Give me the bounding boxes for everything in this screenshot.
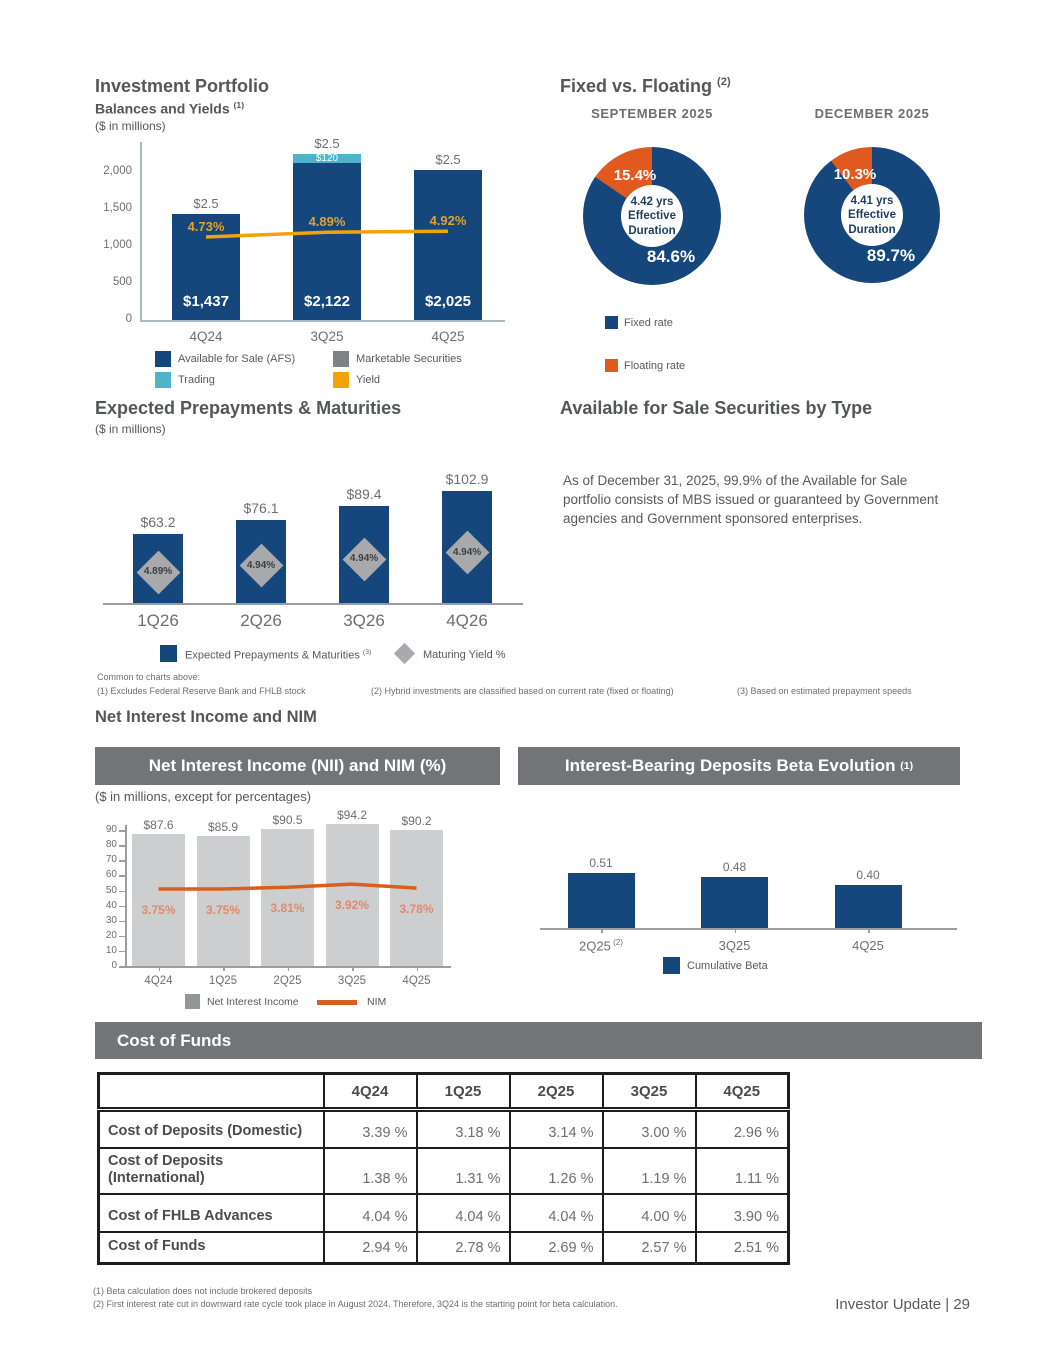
yield-value-label: 4.89% [308, 214, 346, 230]
trading-legend-swatch [155, 372, 171, 388]
beta-banner [518, 747, 960, 785]
maturing-yield-label: 4.94% [246, 559, 276, 571]
investment-portfolio-units: ($ in millions) [95, 119, 166, 133]
y-tick-label: 20 [105, 929, 117, 941]
y-tick-label: 60 [105, 869, 117, 881]
balances-legend [150, 345, 515, 390]
x-axis-line [103, 603, 523, 605]
nii-nim-banner [95, 747, 500, 785]
prepayments-legend-text: Expected Prepayments & Maturities [185, 649, 360, 662]
nim-value-label: 3.92% [334, 898, 370, 913]
table-cell: 1.38 % [324, 1148, 417, 1195]
yield-value-label: 4.73% [187, 219, 225, 234]
afs-by-type-title: Available for Sale Securities by Type [560, 398, 873, 418]
table-cell: 4.04 % [324, 1194, 417, 1232]
bar-value-label: $89.4 [346, 485, 382, 502]
page-label: Investor Update | 29 [835, 1296, 970, 1313]
table-row [99, 1148, 789, 1195]
donut-center-text: 4.41 yrs Effective Duration [848, 195, 896, 236]
table-cell: 4.04 % [417, 1194, 510, 1232]
y-tick-label: 0 [125, 313, 132, 325]
maturing-yield-label: 4.94% [349, 553, 379, 565]
maturing-yield-legend-label: Maturing Yield % [423, 649, 506, 661]
table-header-row [99, 1074, 789, 1110]
bar-total-label: $2.5 [314, 136, 340, 152]
beta-chart [520, 840, 960, 952]
x-tick-label: 4Q25 [431, 329, 465, 344]
x-tick-label: 4Q24 [189, 329, 223, 344]
yield-legend-swatch [333, 372, 349, 388]
y-tick-label: 80 [105, 839, 117, 851]
yield-value-label: 4.92% [429, 213, 467, 229]
nim-value-label: 3.75% [141, 903, 176, 917]
nii-legend-swatch [185, 994, 200, 1009]
row-label: Cost of Deposits (International) [99, 1148, 324, 1195]
x-tick-label: 3Q25 [337, 975, 367, 987]
table-cell: 4.00 % [603, 1194, 696, 1232]
donut-period-title: SEPTEMBER 2025 [591, 106, 713, 121]
bar [835, 885, 902, 928]
column-header [99, 1074, 324, 1110]
x-tick-label: 2Q25 $^{(2)}$ [579, 938, 623, 954]
nim-line-icon [317, 1000, 357, 1005]
cost-of-funds-banner [95, 1022, 982, 1059]
row-label: Cost of FHLB Advances [99, 1194, 324, 1232]
y-tick-label: 50 [105, 884, 117, 896]
cost-of-funds-table-head [99, 1074, 789, 1110]
maturing-yield-label: 4.94% [452, 546, 482, 558]
maturing-yield-label: 4.89% [143, 566, 173, 578]
footer-footnote-2: (2) First interest rate cut in downward rate cycle took place in August 2024. Therefore, 3Q24 is the starting point for beta calculation. [93, 1299, 618, 1309]
column-header: 4Q25 [696, 1074, 789, 1110]
table-cell: 3.90 % [696, 1194, 789, 1232]
beta-banner-sup: (1) [900, 760, 914, 772]
bar-value-label: $2,122 [304, 293, 350, 310]
y-tick-label: 30 [105, 914, 117, 926]
maturing-yield-diamond-icon [394, 643, 415, 664]
donut-center-text: 4.42 yrs Effective Duration [628, 196, 676, 237]
x-tick-label: 1Q26 [137, 611, 179, 630]
x-tick-label: 2Q26 [240, 611, 282, 630]
cost-of-funds-banner-text: Cost of Funds [117, 1030, 232, 1050]
x-axis-line [540, 928, 957, 930]
x-tick-label: 3Q26 [343, 611, 385, 630]
cost-of-funds-table-body [99, 1110, 789, 1264]
fixed-floating-title [560, 76, 731, 97]
row-label: Cost of Deposits (Domestic) [99, 1110, 324, 1148]
table-cell: 1.19 % [603, 1148, 696, 1195]
fixed-pct-label: 89.7% [866, 246, 916, 265]
bar-total-label: $2.5 [435, 152, 461, 168]
column-header: 3Q25 [603, 1074, 696, 1110]
table-cell: 2.51 % [696, 1232, 789, 1263]
investment-portfolio-subtitle-text: Balances and Yields [95, 100, 230, 117]
x-tick-label: 4Q25 [852, 938, 884, 953]
bar-value-label: 0.40 [856, 868, 880, 883]
fixed-floating-donuts [560, 100, 980, 305]
investment-portfolio-subtitle-sup: (1) [233, 100, 245, 110]
floating-rate-legend-label: Floating rate [624, 360, 686, 372]
footnote-1: (1) Excludes Federal Reserve Bank and FHLB stock [97, 686, 306, 696]
afs-legend-swatch [155, 351, 171, 367]
bar-value-label: 0.48 [722, 859, 747, 874]
y-tick-label: 10 [105, 944, 117, 956]
bar-value-label: $102.9 [445, 471, 489, 488]
table-cell: 2.69 % [510, 1232, 603, 1263]
x-tick-label: 4Q24 [144, 975, 173, 987]
y-tick-label: 1,500 [103, 202, 132, 214]
bar-value-label: $94.2 [336, 807, 368, 822]
bar [568, 873, 635, 928]
beta-legend-label: Cumulative Beta [687, 960, 768, 972]
footnote-3: (3) Based on estimated prepayment speeds [737, 686, 912, 696]
floating-pct-label: 10.3% [833, 166, 877, 183]
bar-value-label: $90.2 [401, 813, 432, 828]
nii-section-heading: Net Interest Income and NIM [95, 708, 317, 726]
prepayments-legend [155, 641, 555, 669]
x-tick-label: 2Q25 [273, 975, 302, 987]
footnote-2: (2) Hybrid investments are classified based on current rate (fixed or floating) [371, 686, 674, 696]
x-tick-label: 3Q25 [310, 329, 344, 344]
fixed-pct-label: 84.6% [646, 247, 696, 266]
column-header: 1Q25 [417, 1074, 510, 1110]
fixed-floating-title-text: Fixed vs. Floating [560, 76, 713, 96]
afs-legend-label: Available for Sale (AFS) [178, 353, 296, 365]
fixed-floating-legend [605, 313, 825, 378]
floating-pct-label: 15.4% [613, 167, 657, 184]
table-cell: 2.78 % [417, 1232, 510, 1263]
marketable-legend-label: Marketable Securities [356, 353, 462, 365]
bar-value-label: 0.51 [589, 856, 613, 871]
x-tick-label: 3Q25 [718, 938, 751, 953]
bar-value-label: $76.1 [243, 500, 279, 517]
bar-value-label: $1,437 [183, 293, 229, 310]
prepayments-title: Expected Prepayments & Maturities [95, 398, 402, 418]
prepayments-legend-sup: (3) [362, 649, 372, 656]
table-row [99, 1110, 789, 1148]
bar [701, 877, 768, 928]
investment-portfolio-title [95, 76, 269, 97]
afs-by-type-body: As of December 31, 2025, 99.9% of the Available for Sale portfolio consists of MBS issued or guaranteed by Government agencies and Government sponsored enterprises. [563, 473, 939, 526]
bar-value-label: $85.9 [207, 820, 239, 835]
yield-legend-label: Yield [356, 374, 381, 386]
table-cell: 3.14 % [510, 1110, 603, 1148]
nim-value-label: 3.81% [270, 901, 305, 916]
y-tick-label: 500 [112, 276, 132, 288]
table-cell: 3.18 % [417, 1110, 510, 1148]
bar-value-label: $2,025 [425, 293, 471, 310]
nim-value-label: 3.75% [205, 903, 241, 917]
nii-units: ($ in millions, except for percentages) [95, 789, 312, 804]
y-tick-label: 1,000 [103, 239, 132, 251]
x-tick [735, 928, 737, 933]
investment-portfolio-subtitle [95, 100, 244, 117]
prepayments-legend-swatch [160, 645, 177, 662]
table-row [99, 1232, 789, 1263]
table-cell: 1.26 % [510, 1148, 603, 1195]
y-tick-label: 0 [111, 960, 117, 971]
prepayments-chart [95, 430, 525, 640]
y-tick-label: 70 [105, 854, 117, 866]
x-tick [868, 928, 870, 933]
x-tick [601, 928, 603, 933]
nii-nim-banner-text: Net Interest Income (NII) and NIM (%) [148, 756, 447, 775]
nim-legend-label: NIM [367, 996, 387, 1008]
beta-legend [655, 953, 855, 979]
table-cell: 3.00 % [603, 1110, 696, 1148]
column-header: 4Q24 [324, 1074, 417, 1110]
nii-legend [180, 990, 460, 1012]
x-tick-label: 4Q26 [446, 611, 488, 630]
table-cell: 2.57 % [603, 1232, 696, 1263]
fixed-rate-legend-swatch [605, 316, 618, 329]
common-footnotes-intro: Common to charts above: [97, 672, 201, 682]
fixed-floating-title-sup: (2) [717, 76, 731, 88]
cost-of-funds-table [97, 1072, 790, 1265]
beta-legend-swatch [663, 957, 680, 974]
y-tick-label: 2,000 [103, 165, 132, 177]
row-label: Cost of Funds [99, 1232, 324, 1263]
prepayments-units: ($ in millions) [95, 422, 166, 436]
footer-footnote-1: (1) Beta calculation does not include brokered deposits [93, 1286, 313, 1296]
nii-legend-label: Net Interest Income [207, 996, 299, 1008]
bar-total-label: $2.5 [193, 195, 219, 211]
beta-banner-text: Interest-Bearing Deposits Beta Evolution [564, 756, 896, 775]
table-cell: 1.31 % [417, 1148, 510, 1195]
table-cell: 2.94 % [324, 1232, 417, 1263]
donut-period-title: DECEMBER 2025 [814, 106, 930, 121]
prepayments-legend-label [185, 649, 371, 662]
bar-value-label: $87.6 [143, 817, 174, 832]
floating-rate-legend-swatch [605, 359, 618, 372]
bar-value-label: $90.5 [272, 813, 303, 828]
nim-value-label: 3.78% [399, 902, 434, 917]
bar-trading-label: $120 [315, 153, 339, 165]
table-cell: 3.39 % [324, 1110, 417, 1148]
x-tick-label-sup: (2) [610, 938, 623, 947]
bar-value-label: $63.2 [140, 514, 176, 531]
investment-portfolio-title-text: Investment Portfolio [95, 76, 270, 96]
column-header: 2Q25 [510, 1074, 603, 1110]
table-cell: 2.96 % [696, 1110, 789, 1148]
x-tick-label: 4Q25 [402, 975, 431, 987]
marketable-legend-swatch [333, 351, 349, 367]
fixed-rate-legend-label: Fixed rate [624, 317, 673, 329]
trading-legend-label: Trading [178, 374, 215, 386]
table-cell: 4.04 % [510, 1194, 603, 1232]
nii-nim-chart [95, 807, 465, 1015]
y-tick-label: 90 [105, 824, 117, 836]
x-tick-label: 1Q25 [208, 975, 238, 987]
table-row [99, 1194, 789, 1232]
table-cell: 1.11 % [696, 1148, 789, 1195]
y-tick-label: 40 [105, 899, 117, 911]
